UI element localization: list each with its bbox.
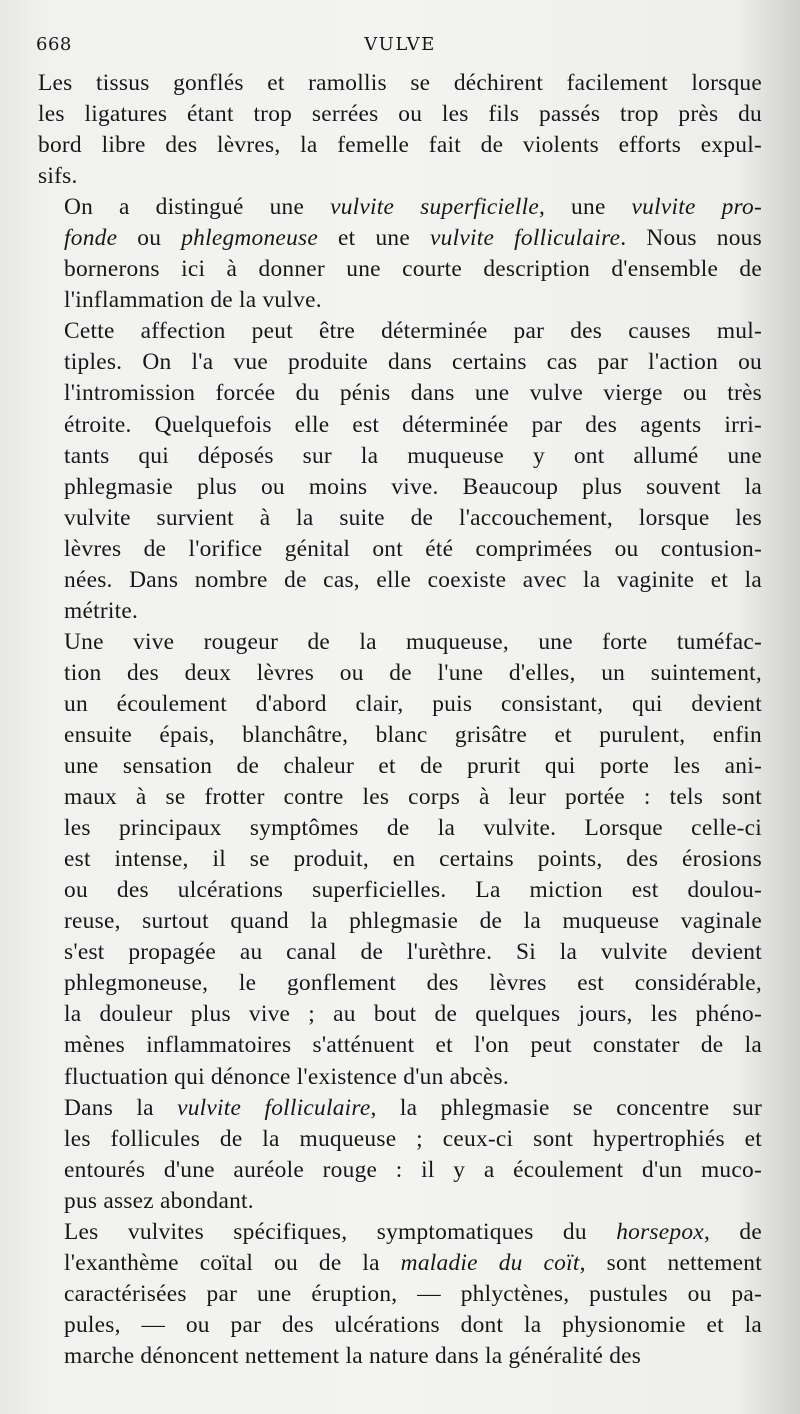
- text-line: l'intromission forcée du pénis dans une vulve vierge ou très: [64, 380, 762, 407]
- text-line: un écoulement d'abord clair, puis consistant, qui devient: [64, 690, 762, 717]
- text-line: On a distingué une vulvite superficielle, une vulvite pro-: [64, 194, 762, 221]
- text-line: nées. Dans nombre de cas, elle coexiste avec la vaginite et la: [64, 566, 762, 593]
- text-line: les principaux symptômes de la vulvite. Lorsque celle-ci: [64, 815, 762, 842]
- text-line: une sensation de chaleur et de prurit qui porte les ani-: [64, 753, 762, 780]
- italic-term: vulvite folliculaire: [430, 225, 621, 252]
- text-line: Cette affection peut être déterminée par des causes mul-: [64, 318, 762, 345]
- text-line: mènes inflammatoires s'atténuent et l'on peut constater de la: [64, 1032, 762, 1059]
- paragraph: [38, 1093, 762, 1217]
- text-line: étroite. Quelquefois elle est déterminée par des agents irri-: [64, 411, 762, 438]
- text-line: ou des ulcérations superficielles. La miction est doulou-: [64, 877, 762, 904]
- text-line: Les vulvites spécifiques, symptomatiques du horsepox, de: [64, 1218, 762, 1245]
- italic-term: horsepox: [616, 1218, 704, 1245]
- italic-term: maladie du coït: [400, 1249, 580, 1276]
- text-line: maux à se frotter contre les corps à leur portée : tels sont: [64, 784, 762, 811]
- page-header: [36, 34, 764, 62]
- text-line: bord libre des lèvres, la femelle fait de violents efforts expul-: [38, 132, 762, 159]
- text-line: caractérisées par une éruption, — phlyctènes, pustules ou pa-: [64, 1280, 762, 1307]
- text-line: pus assez abondant.: [64, 1187, 254, 1214]
- text-line: pules, — ou par des ulcérations dont la physionomie et la: [64, 1311, 762, 1338]
- text-line: l'inflammation de la vulve.: [64, 287, 322, 314]
- paragraph: [38, 627, 762, 1093]
- text-line: est intense, il se produit, en certains points, des érosions: [64, 846, 762, 873]
- paragraph: [38, 1217, 762, 1372]
- italic-term: vulvite pro-: [631, 194, 762, 221]
- italic-term: phlegmoneuse: [181, 225, 318, 252]
- text-line: vulvite survient à la suite de l'accouchement, lorsque les: [64, 504, 762, 531]
- text-line: tants qui déposés sur la muqueuse y ont allumé une: [64, 442, 762, 469]
- text-line: tiples. On l'a vue produite dans certains cas par l'action ou: [64, 349, 762, 376]
- paragraph: [38, 316, 762, 626]
- text-line: entourés d'une auréole rouge : il y a écoulement d'un muco-: [64, 1156, 762, 1183]
- text-line: fluctuation qui dénonce l'existence d'un abcès.: [64, 1063, 509, 1090]
- italic-term: vulvite folliculaire: [177, 1094, 371, 1121]
- text-line: lèvres de l'orifice génital ont été comprimées ou contusion-: [64, 535, 762, 562]
- text-line: reuse, surtout quand la phlegmasie de la muqueuse vaginale: [64, 908, 762, 935]
- text-line: fonde ou phlegmoneuse et une vulvite folliculaire. Nous nous: [64, 225, 762, 252]
- text-line: sifs.: [38, 163, 78, 190]
- text-line: Une vive rougeur de la muqueuse, une forte tuméfac-: [64, 628, 762, 655]
- body-text: [38, 68, 762, 1372]
- text-line: phlegmoneuse, le gonflement des lèvres est considérable,: [64, 970, 762, 997]
- paragraph: [38, 192, 762, 316]
- text-line: la douleur plus vive ; au bout de quelques jours, les phéno-: [64, 1001, 762, 1028]
- text-line: les ligatures étant trop serrées ou les fils passés trop près du: [38, 101, 762, 128]
- text-line: Les tissus gonflés et ramollis se déchirent facilement lorsque: [38, 70, 762, 96]
- text-line: bornerons ici à donner une courte description d'ensemble de: [64, 256, 762, 283]
- text-line: ensuite épais, blanchâtre, blanc grisâtre et purulent, enfin: [64, 721, 762, 748]
- running-title: VULVE: [364, 34, 436, 55]
- text-line: Dans la vulvite folliculaire, la phlegmasie se concentre sur: [64, 1094, 763, 1121]
- text-line: tion des deux lèvres ou de l'une d'elles, un suintement,: [64, 659, 762, 686]
- text-line: s'est propagée au canal de l'urèthre. Si la vulvite devient: [64, 939, 762, 966]
- text-line: métrite.: [64, 597, 139, 624]
- text-line: les follicules de la muqueuse ; ceux-ci sont hypertrophiés et: [64, 1125, 762, 1152]
- page-number: 668: [36, 34, 72, 55]
- text-line: marche dénoncent nettement la nature dans la généralité des: [64, 1342, 642, 1369]
- italic-term: vulvite superficielle: [330, 194, 539, 221]
- text-line: l'exanthème coïtal ou de la maladie du coït, sont nettement: [64, 1249, 762, 1276]
- italic-term: fonde: [64, 225, 118, 252]
- paragraph: [38, 68, 762, 192]
- text-line: phlegmasie plus ou moins vive. Beaucoup plus souvent la: [64, 473, 762, 500]
